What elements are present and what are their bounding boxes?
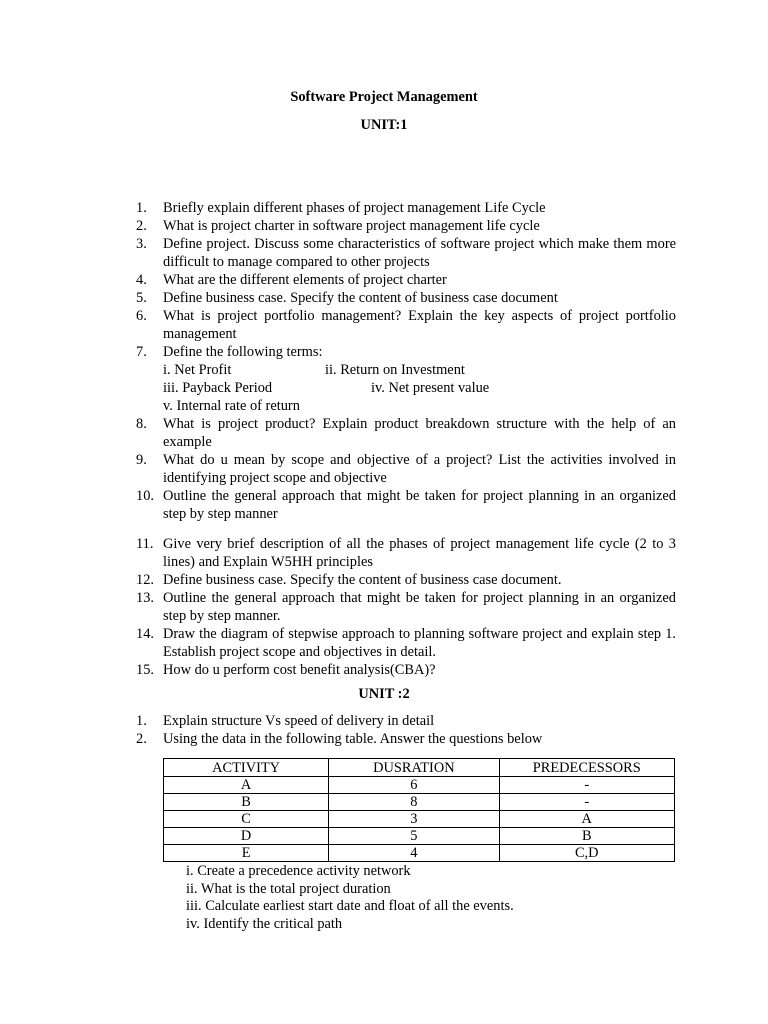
term-irr: v. Internal rate of return	[163, 398, 300, 414]
question-text: Define project. Discuss some characteristics of software project which make them more difficult to manage compared to other projects	[163, 236, 676, 270]
question-text: What is project charter in software project management life cycle	[163, 218, 540, 234]
terms-row	[163, 397, 676, 415]
column-header-predecessors: PREDECESSORS	[499, 759, 674, 777]
question-text: Outline the general approach that might be taken for project planning in an organized step by step manner	[163, 488, 676, 522]
question-text: Using the data in the following table. Answer the questions below	[163, 731, 543, 747]
question-number: 7.	[136, 344, 147, 360]
question-number: 11.	[136, 536, 154, 552]
term-net-profit: i. Net Profit	[163, 362, 232, 378]
sub-question: i. Create a precedence activity network	[186, 863, 411, 879]
question-item	[136, 730, 676, 748]
question-item	[136, 451, 676, 487]
cell-activity: C	[164, 811, 329, 828]
term-roi: ii. Return on Investment	[325, 362, 465, 378]
cell-activity: D	[164, 828, 329, 845]
cell-predecessors: -	[499, 777, 674, 794]
sub-question: iv. Identify the critical path	[186, 915, 343, 932]
cell-duration: 4	[329, 845, 499, 862]
cell-duration: 3	[329, 811, 499, 828]
activity-table	[163, 758, 675, 862]
question-number: 8.	[136, 416, 147, 432]
sub-question: iii. Calculate earliest start date and float of all the events.	[186, 898, 514, 914]
terms-row	[163, 379, 676, 397]
question-text: What are the different elements of project charter	[163, 272, 447, 288]
question-text: What do u mean by scope and objective of a project? List the activities involved in identifying project scope and objective	[163, 452, 676, 486]
question-item	[136, 271, 676, 289]
question-item	[136, 625, 676, 661]
table-header-row	[164, 759, 675, 777]
question-text: Define business case. Specify the content of business case document.	[163, 572, 562, 588]
question-number: 2.	[136, 731, 147, 747]
question-item	[136, 535, 676, 571]
question-number: 5.	[136, 290, 147, 306]
cell-predecessors: C,D	[499, 845, 674, 862]
question-item	[136, 571, 676, 589]
cell-predecessors: B	[499, 828, 674, 845]
unit1-question-list	[136, 199, 676, 523]
question-number: 14.	[136, 626, 154, 642]
question-number: 15.	[136, 662, 154, 678]
question-number: 2.	[136, 218, 147, 234]
question-text: Give very brief description of all the phases of project management life cycle (2 to 3 lines) and Explain W5HH principles	[163, 536, 676, 570]
question-item	[136, 217, 676, 235]
sub-question: ii. What is the total project duration	[186, 880, 391, 897]
question-number: 3.	[136, 236, 147, 252]
question-number: 9.	[136, 452, 147, 468]
question-number: 12.	[136, 572, 154, 588]
question-item	[136, 343, 676, 415]
question-item	[136, 307, 676, 343]
table-row	[164, 845, 675, 862]
unit2-question-list	[136, 712, 676, 748]
question-text: What is project product? Explain product breakdown structure with the help of an example	[163, 416, 676, 450]
cell-activity: B	[164, 794, 329, 811]
column-header-duration: DUSRATION	[329, 759, 499, 777]
unit2-heading: UNIT :2	[358, 686, 410, 702]
term-npv: iv. Net present value	[371, 380, 490, 396]
question-text: What is project portfolio management? Explain the key aspects of project portfolio management	[163, 308, 676, 342]
question-item	[136, 415, 676, 451]
question-item	[136, 661, 676, 679]
table-row	[164, 828, 675, 845]
cell-duration: 6	[329, 777, 499, 794]
question-text: Outline the general approach that might be taken for project planning in an organized step by step manner.	[163, 590, 676, 624]
terms-row	[163, 361, 676, 379]
cell-activity: A	[164, 777, 329, 794]
question-number: 13.	[136, 590, 154, 606]
cell-duration: 8	[329, 794, 499, 811]
question-text: Briefly explain different phases of project management Life Cycle	[163, 200, 546, 216]
question-item	[136, 235, 676, 271]
question-text: How do u perform cost benefit analysis(CBA)?	[163, 662, 436, 678]
table-row	[164, 794, 675, 811]
question-item	[136, 487, 676, 523]
term-payback-period: iii. Payback Period	[163, 380, 273, 396]
unit1-question-list-continued	[136, 535, 676, 679]
cell-activity: E	[164, 845, 329, 862]
cell-predecessors: A	[499, 811, 674, 828]
table-row	[164, 811, 675, 828]
question-text: Define business case. Specify the content of business case document	[163, 290, 558, 306]
table-sub-questions	[186, 863, 514, 933]
question-number: 1.	[136, 713, 147, 729]
question-number: 6.	[136, 308, 147, 324]
unit1-heading: UNIT:1	[360, 117, 408, 133]
question-item	[136, 589, 676, 625]
question-item	[136, 199, 676, 217]
question-text: Draw the diagram of stepwise approach to planning software project and explain step 1. Establish project scope and objectives in detail.	[163, 626, 676, 660]
question-number: 4.	[136, 272, 147, 288]
document-title: Software Project Management	[290, 89, 478, 105]
column-header-activity: ACTIVITY	[164, 759, 329, 777]
cell-predecessors: -	[499, 794, 674, 811]
table-row	[164, 777, 675, 794]
question-number: 10.	[136, 488, 154, 504]
question-text: Explain structure Vs speed of delivery in detail	[163, 713, 435, 729]
question-item	[136, 289, 676, 307]
question-item	[136, 712, 676, 730]
question-number: 1.	[136, 200, 147, 216]
cell-duration: 5	[329, 828, 499, 845]
question-text: Define the following terms:	[163, 344, 323, 360]
